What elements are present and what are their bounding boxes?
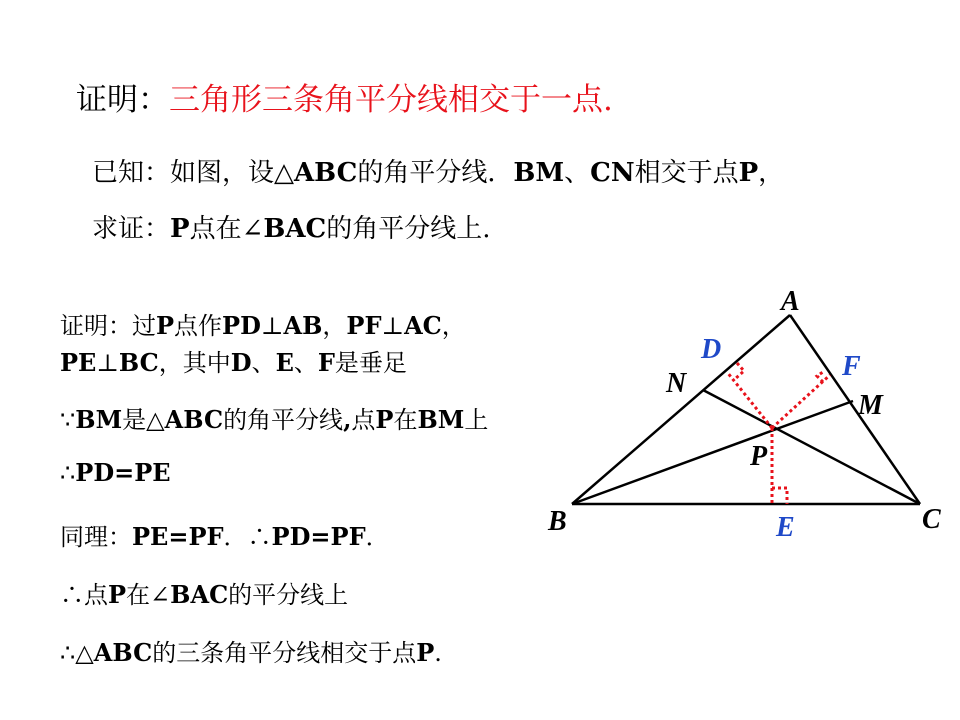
label-m: M (858, 390, 883, 421)
proof-text: ． (365, 523, 390, 551)
proof-term: E (275, 348, 294, 377)
proof-text: 、 (293, 349, 318, 377)
proof-term: BAC (170, 580, 229, 609)
proof-text: ，其中 (158, 349, 231, 377)
proof-term: PF (346, 311, 382, 340)
given-mid: 的角平分线． (357, 158, 514, 188)
given-end: ， (758, 158, 785, 188)
prove-p: P (170, 214, 190, 244)
proof-text: ， (441, 312, 466, 340)
label-p: P (750, 441, 768, 472)
bisector-cn (703, 390, 920, 504)
proof-text: 是垂足 (334, 349, 407, 377)
proof-term: PD (222, 311, 261, 340)
label-d: D (701, 334, 722, 365)
proof-term: D (230, 348, 252, 377)
label-f: F (842, 351, 861, 382)
proof-term: PE (60, 348, 97, 377)
proof-text: 证明：过 (60, 312, 156, 340)
prove-prefix: 求证： (92, 214, 171, 244)
label-b: B (548, 506, 567, 537)
proof-text: 点作 (174, 312, 223, 340)
proof-text: 点 (351, 406, 376, 434)
label-c: C (922, 504, 941, 535)
given-abc: ABC (294, 158, 358, 188)
bisector-bm (572, 401, 853, 504)
side-ab (572, 315, 790, 504)
proof-term: PE=PF (132, 522, 224, 551)
proof-text: . (434, 639, 442, 667)
proof-term: BC (118, 348, 159, 377)
therefore-symbol: ∴ (60, 639, 76, 667)
given-mid2: 相交于点 (634, 158, 739, 188)
proof-text: ． (223, 523, 248, 551)
proof-term: AB (283, 311, 323, 340)
proof-term: P (156, 311, 175, 340)
proof-text: 的三条角平分线相交于点 (152, 639, 417, 667)
given-sep: 、 (564, 158, 591, 188)
perp-pd (727, 372, 772, 428)
proof-text: 是△ (122, 406, 165, 434)
proof-text: 同理： (60, 523, 132, 551)
proof-term: F (317, 348, 335, 377)
right-angle-e (772, 488, 787, 504)
proof-text: 在 (393, 406, 418, 434)
proof-term: PD=PE (75, 458, 171, 487)
right-angle-f (817, 372, 823, 382)
proof-text: △ (75, 639, 94, 667)
proof-text: 点 (84, 581, 108, 609)
proof-text: 的角平分线 (223, 406, 344, 434)
prove-bac: BAC (263, 214, 327, 244)
proof-text: 在∠ (126, 581, 171, 609)
proof-term: BM (417, 405, 465, 434)
prove-end: 的角平分线上. (326, 214, 491, 244)
perp-symbol: ⊥ (96, 349, 119, 377)
proof-term: BM (75, 405, 123, 434)
title-lead: 证明： (76, 82, 169, 118)
proof-term: , (343, 405, 352, 434)
given-p: P (738, 158, 759, 188)
prove-mid: 点在∠ (189, 214, 264, 244)
proof-term: ABC (164, 405, 224, 434)
proof-term: PD=PF (271, 522, 366, 551)
side-ac (790, 315, 920, 504)
proof-term: P (416, 638, 435, 667)
label-a: A (781, 286, 800, 317)
perpendiculars (727, 363, 830, 504)
perp-symbol: ⊥ (260, 312, 284, 340)
proof-text: 的平分线上 (228, 581, 349, 609)
proof-term: AC (404, 311, 442, 340)
proof-text: ， (322, 312, 347, 340)
proof-text: 上 (464, 406, 489, 434)
proof-term: P (375, 405, 394, 434)
proof-term: ABC (93, 638, 153, 667)
title-statement: 三角形三条角平分线相交于一点. (169, 82, 613, 118)
given-cn: CN (590, 158, 635, 188)
therefore-symbol: ∴ (247, 523, 272, 551)
given-prefix: 已知：如图，设△ (92, 158, 294, 188)
therefore-symbol: ∴ (60, 459, 76, 487)
label-e: E (776, 512, 795, 543)
therefore-symbol: ∴ (60, 581, 84, 609)
given-bm: BM (513, 158, 565, 188)
right-angle-d (736, 363, 744, 378)
proof-term: P (108, 580, 127, 609)
label-n: N (666, 368, 687, 399)
proof-text: 、 (251, 349, 276, 377)
perp-symbol: ⊥ (381, 312, 405, 340)
because-symbol: ∵ (60, 406, 76, 434)
